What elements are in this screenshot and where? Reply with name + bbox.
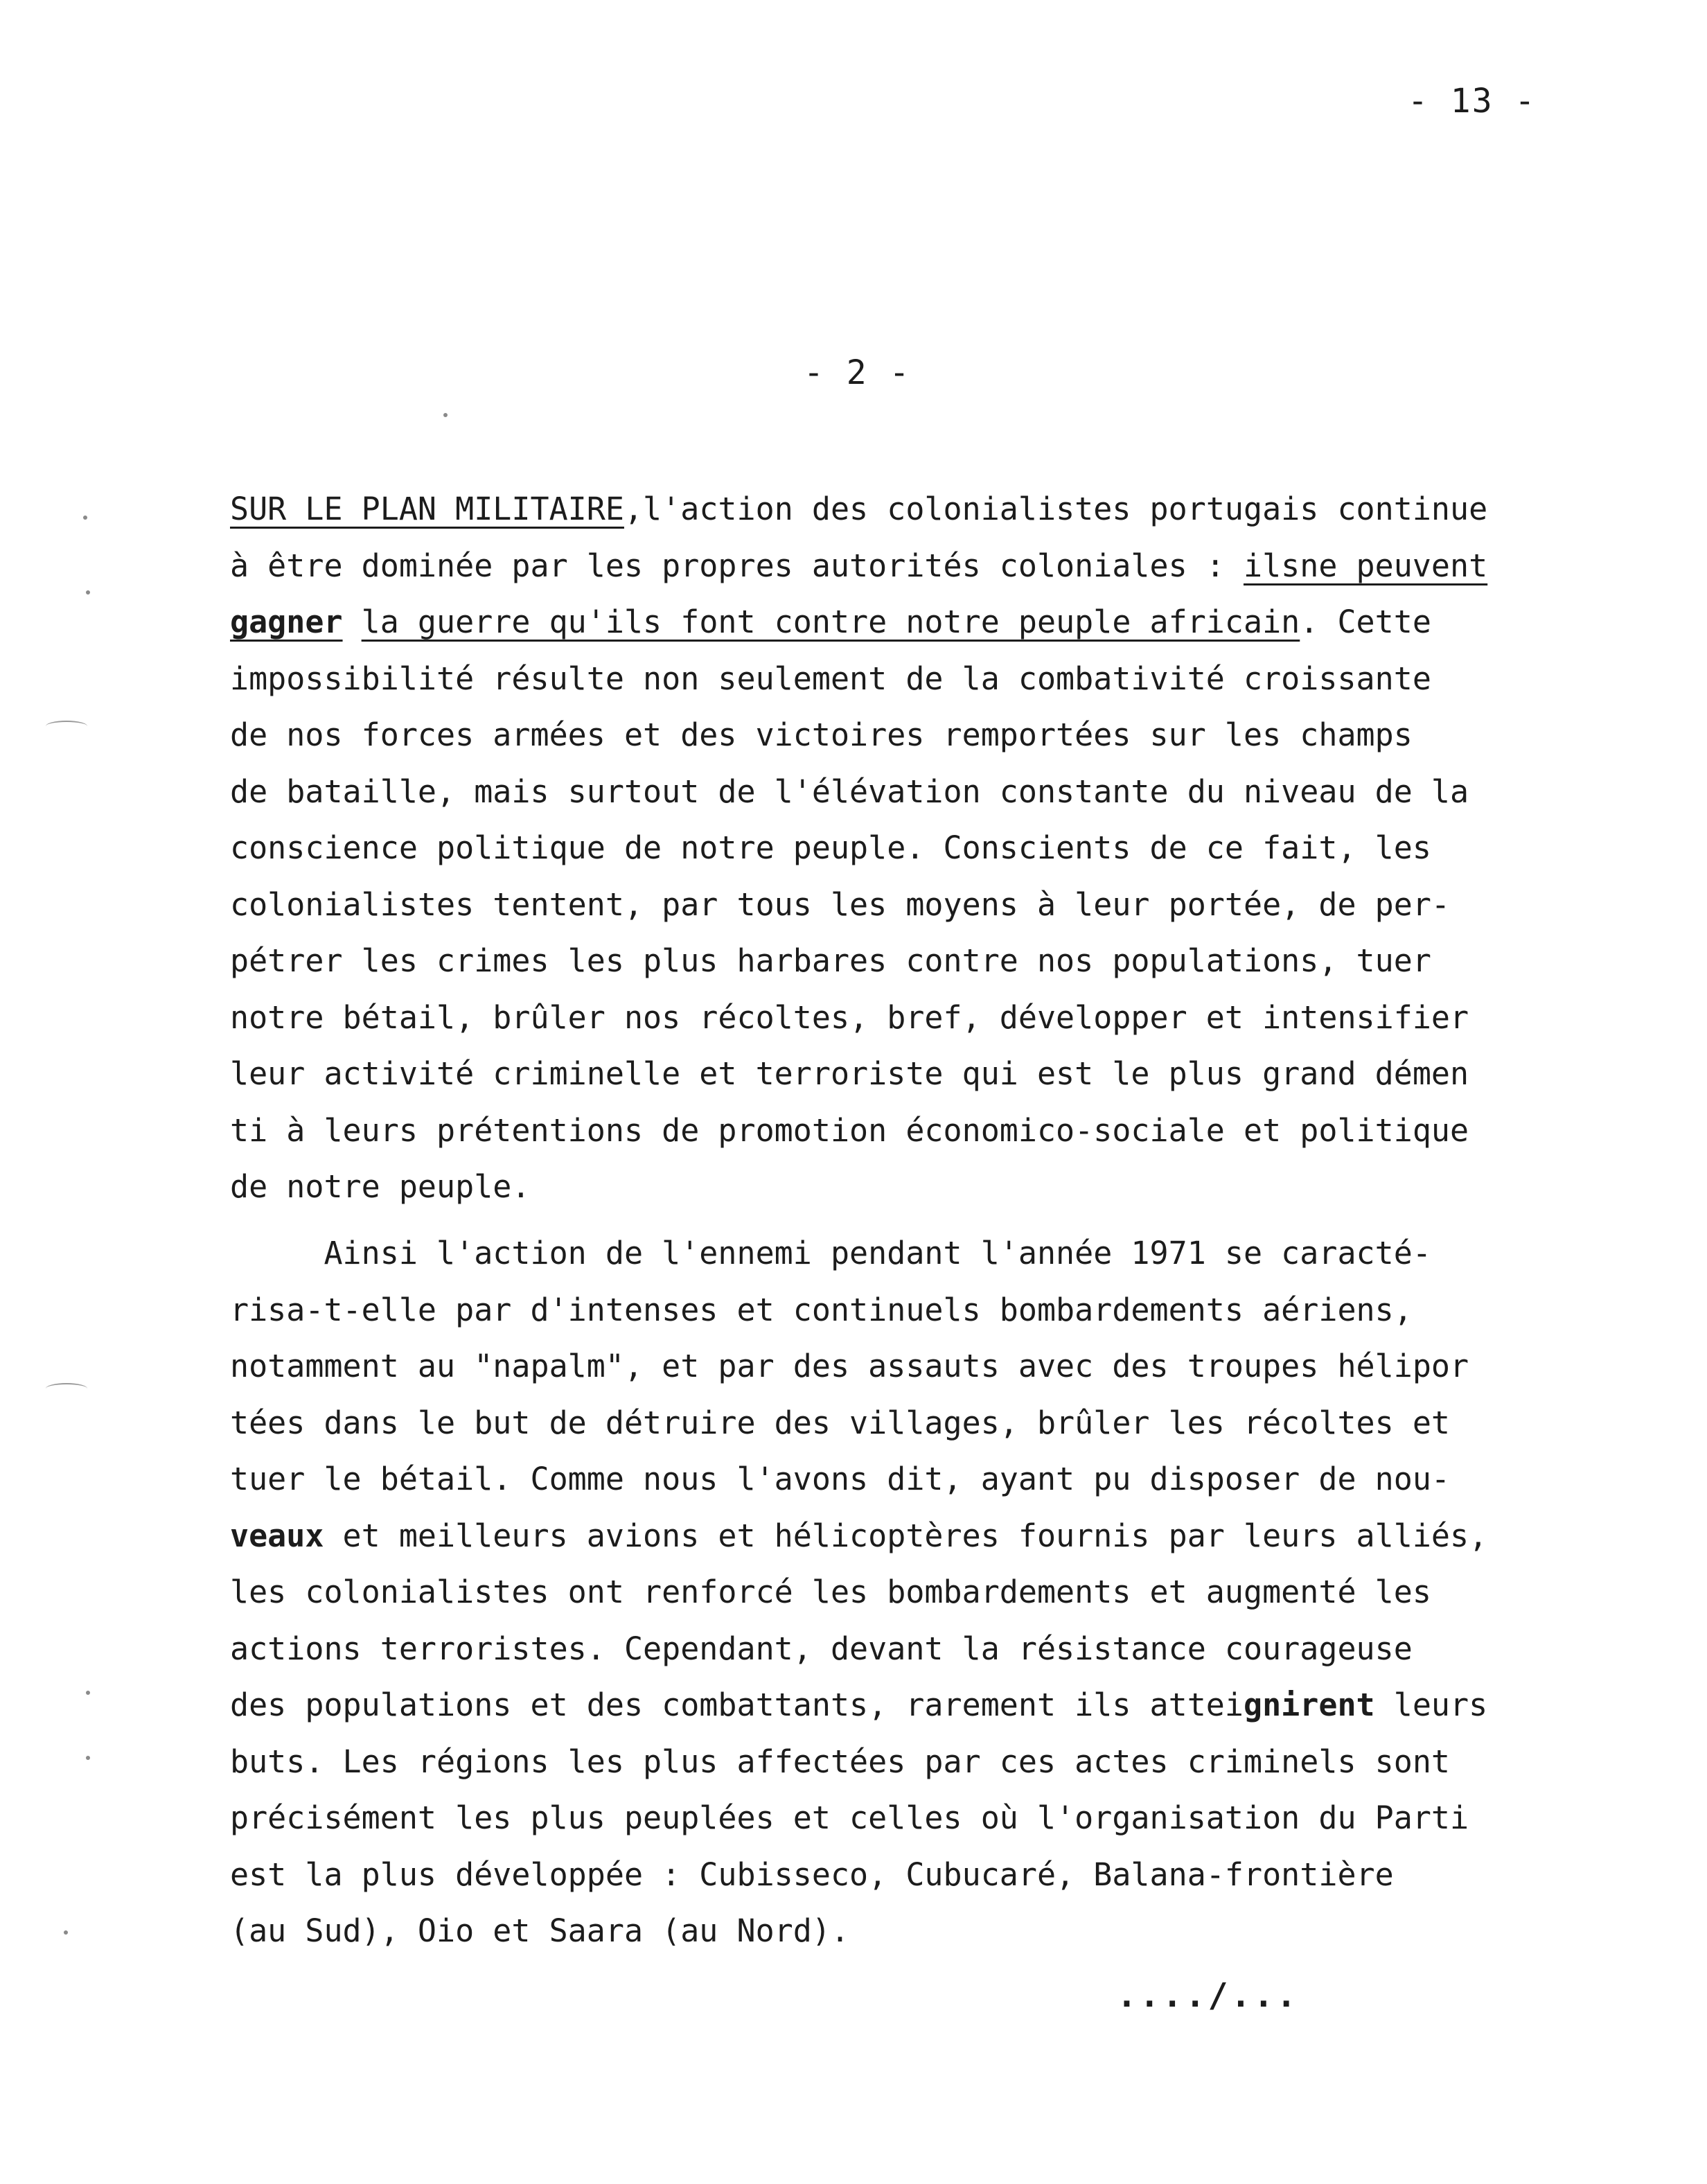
text-line xyxy=(230,1102,1609,1159)
text-run: impossibilité résulte non seulement de la combativité croissante xyxy=(230,660,1431,697)
continuation-mark: ..../... xyxy=(1117,1976,1300,2015)
text-line xyxy=(230,594,1609,651)
text-run: ,l'action des colonialistes portugais continue xyxy=(623,491,1488,527)
text-run: de notre peuple. xyxy=(230,1168,531,1205)
section-number: - 2 - xyxy=(804,353,911,392)
text-run: SUR LE PLAN MILITAIRE xyxy=(230,491,624,527)
scan-speck xyxy=(86,1756,90,1760)
text-run: les colonialistes ont renforcé les bombardements et augmenté les xyxy=(230,1574,1431,1610)
text-run: la guerre qu'ils font contre notre peuple africain xyxy=(361,604,1300,640)
text-run: buts. Les régions les plus affectées par ces actes criminels sont xyxy=(230,1743,1450,1780)
text-line xyxy=(230,707,1609,764)
text-run: de bataille, mais surtout de l'élévation constante du niveau de la xyxy=(230,773,1469,810)
text-run: notre bétail, brûler nos récoltes, bref, développer et intensifier xyxy=(230,998,1469,1036)
text-line xyxy=(230,1508,1609,1565)
text-run: . Cette xyxy=(1300,604,1431,640)
text-line xyxy=(230,1847,1609,1903)
text-line xyxy=(230,877,1609,933)
text-line xyxy=(230,651,1609,707)
text-line xyxy=(230,538,1609,595)
text-line xyxy=(230,1338,1609,1395)
text-line xyxy=(230,1225,1609,1282)
scan-speck xyxy=(64,1930,68,1935)
text-line xyxy=(230,1282,1609,1339)
paragraph-enemy-action-1971 xyxy=(230,1225,1609,1960)
paragraph-military-plan xyxy=(230,481,1609,1215)
text-line xyxy=(230,1621,1609,1677)
text-run: conscience politique de notre peuple. Conscients de ce fait, les xyxy=(230,829,1431,866)
text-run: actions terroristes. Cependant, devant la résistance courageuse xyxy=(230,1630,1413,1667)
text-run: gnirent xyxy=(1243,1687,1375,1723)
text-run: de nos forces armées et des victoires remportées sur les champs xyxy=(230,716,1413,753)
text-run: risa-t-elle par d'intenses et continuels bombardements aériens, xyxy=(230,1291,1413,1328)
text-run: (au Sud), Oio et Saara (au Nord). xyxy=(230,1912,850,1949)
text-run: et meilleurs avions et hélicoptères fournis par leurs alliés, xyxy=(324,1517,1488,1554)
text-line xyxy=(230,1734,1609,1790)
text-run xyxy=(343,604,362,640)
text-line xyxy=(230,1790,1609,1847)
text-line xyxy=(230,820,1609,877)
text-run: tuer le bétail. Comme nous l'avons dit, ayant pu disposer de nou- xyxy=(230,1461,1450,1497)
text-run: pétrer les crimes les plus harbares contre nos populations, tuer xyxy=(230,942,1431,979)
text-line xyxy=(230,1395,1609,1452)
text-line xyxy=(230,933,1609,989)
text-run: à être dominée par les propres autorités coloniales : xyxy=(230,547,1244,584)
text-run: précisément les plus peuplées et celles où l'organisation du Parti xyxy=(230,1799,1469,1836)
text-line xyxy=(230,1903,1609,1960)
scan-speck xyxy=(86,590,90,595)
scan-speck xyxy=(83,516,87,520)
text-run: colonialistes tentent, par tous les moyens à leur portée, de per- xyxy=(230,886,1450,923)
scan-speck xyxy=(86,1691,90,1695)
text-run: notamment au "napalm", et par des assauts avec des troupes hélipor xyxy=(230,1348,1469,1384)
text-line xyxy=(230,481,1609,538)
text-run: ti à leurs prétentions de promotion économico-sociale et politique xyxy=(230,1111,1469,1149)
text-run: veaux xyxy=(230,1517,324,1554)
margin-mark xyxy=(46,721,87,732)
text-line xyxy=(230,1159,1609,1215)
text-line xyxy=(230,1451,1609,1508)
text-run: tées dans le but de détruire des villages, brûler les récoltes et xyxy=(230,1404,1450,1441)
text-run: est la plus développée : Cubisseco, Cubucaré, Balana-frontière xyxy=(230,1856,1394,1893)
text-line xyxy=(230,764,1609,820)
text-line xyxy=(230,989,1609,1046)
page-number: - 13 - xyxy=(1408,82,1537,121)
text-line xyxy=(230,1564,1609,1621)
margin-mark xyxy=(46,1383,87,1394)
text-run: Ainsi l'action de l'ennemi pendant l'année 1971 se caracté- xyxy=(230,1235,1431,1271)
text-run: gagner xyxy=(230,604,343,640)
text-run: leur activité criminelle et terroriste qui est le plus grand démen xyxy=(230,1055,1469,1092)
text-line xyxy=(230,1677,1609,1734)
text-run: ilsne peuvent xyxy=(1243,547,1488,584)
text-run: leurs xyxy=(1374,1687,1488,1723)
text-run: des populations et des combattants, rarement ils attei xyxy=(230,1687,1244,1723)
text-line xyxy=(230,1046,1609,1102)
scan-speck xyxy=(443,413,448,417)
